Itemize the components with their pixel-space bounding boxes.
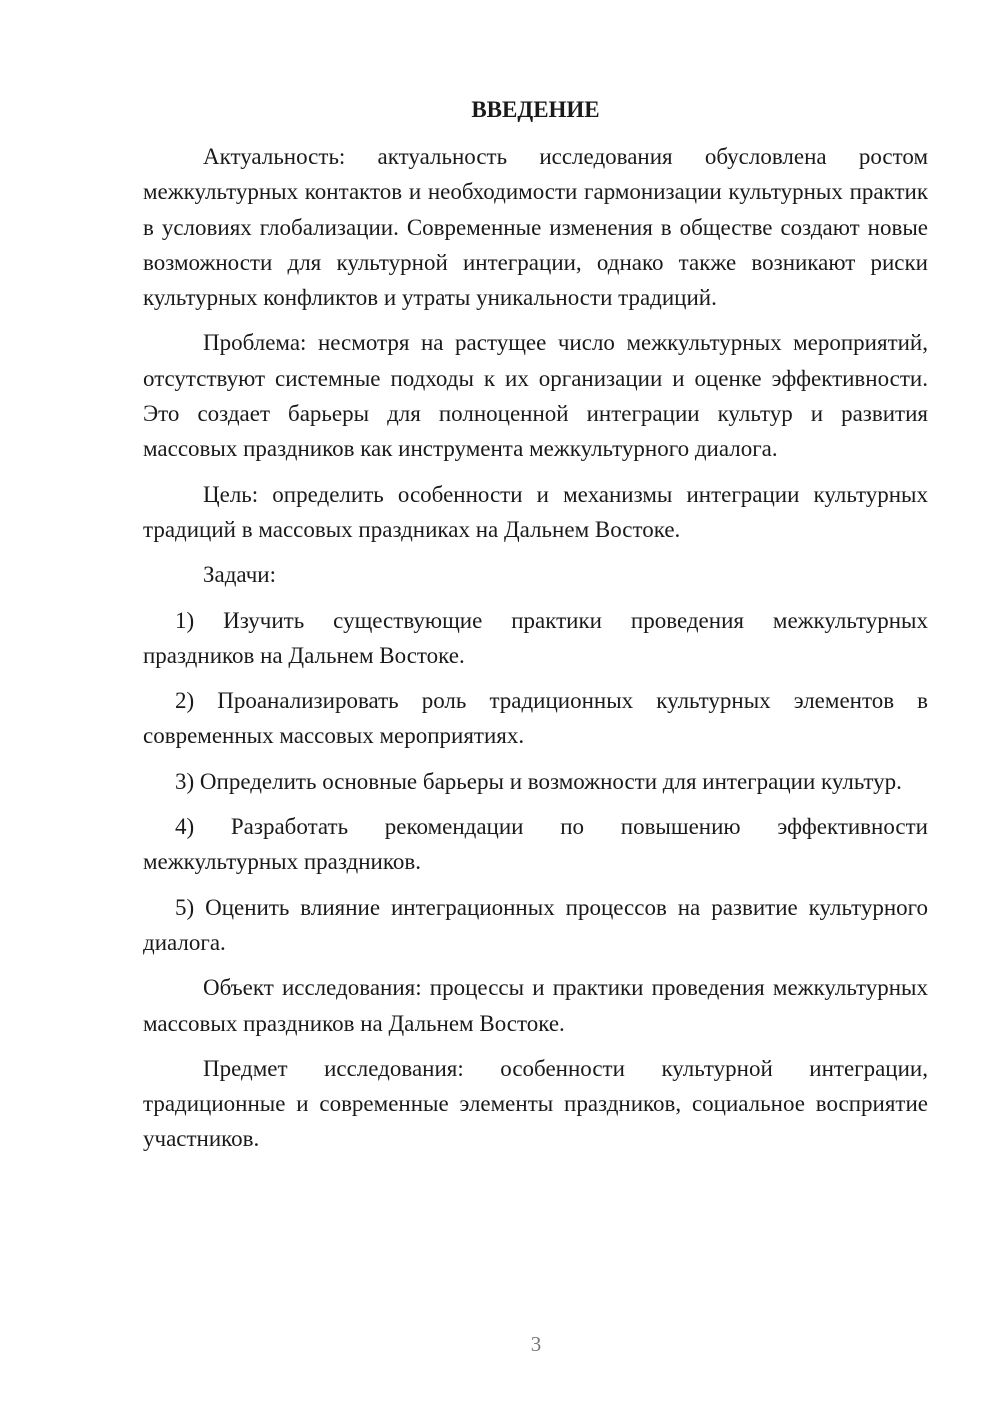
paragraph-object: Объект исследования: процессы и практики проведения межкультурных массовых праздников на Дальнем Востоке. <box>143 975 928 1036</box>
task-item-4: 4) Разработать рекомендации по повышению эффективности межкультурных праздников. <box>143 814 928 875</box>
task-item-5: 5) Оценить влияние интеграционных процессов на развитие культурного диалога. <box>143 894 928 955</box>
section-heading: ВВЕДЕНИЕ <box>471 97 600 122</box>
task-item-2: 2) Проанализировать роль традиционных культурных элементов в современных массовых мероприятиях. <box>143 688 928 749</box>
page-number: 3 <box>530 1332 542 1356</box>
paragraph-tasks-label: Задачи: <box>203 562 276 588</box>
task-item-1: 1) Изучить существующие практики проведения межкультурных праздников на Дальнем Востоке. <box>143 607 928 668</box>
paragraph-problem: Проблема: несмотря на растущее число межкультурных мероприятий, отсутствуют системные подходы к их организации и оценке эффективности. Это создает барьеры для полноценной интеграции культур и развития массовых праздников как инструмента межкультурного диалога. <box>143 330 928 462</box>
paragraph-relevance: Актуальность: актуальность исследования обусловлена ростом межкультурных контактов и необходимости гармонизации культурных практик в условиях глобализации. Современные изменения в обществе создают новые возможности для культурной интеграции, однако также возникают риски культурных конфликтов и утраты уникальности традиций. <box>143 144 928 311</box>
paragraph-goal: Цель: определить особенности и механизмы интеграции культурных традиций в массовых праздниках на Дальнем Востоке. <box>143 481 928 542</box>
paragraph-subject: Предмет исследования: особенности культурной интеграции, традиционные и современные элементы праздников, социальное восприятие участников. <box>143 1055 928 1152</box>
task-item-3: 3) Определить основные барьеры и возможности для интеграции культур. <box>175 768 902 794</box>
document-body <box>143 93 928 1167</box>
